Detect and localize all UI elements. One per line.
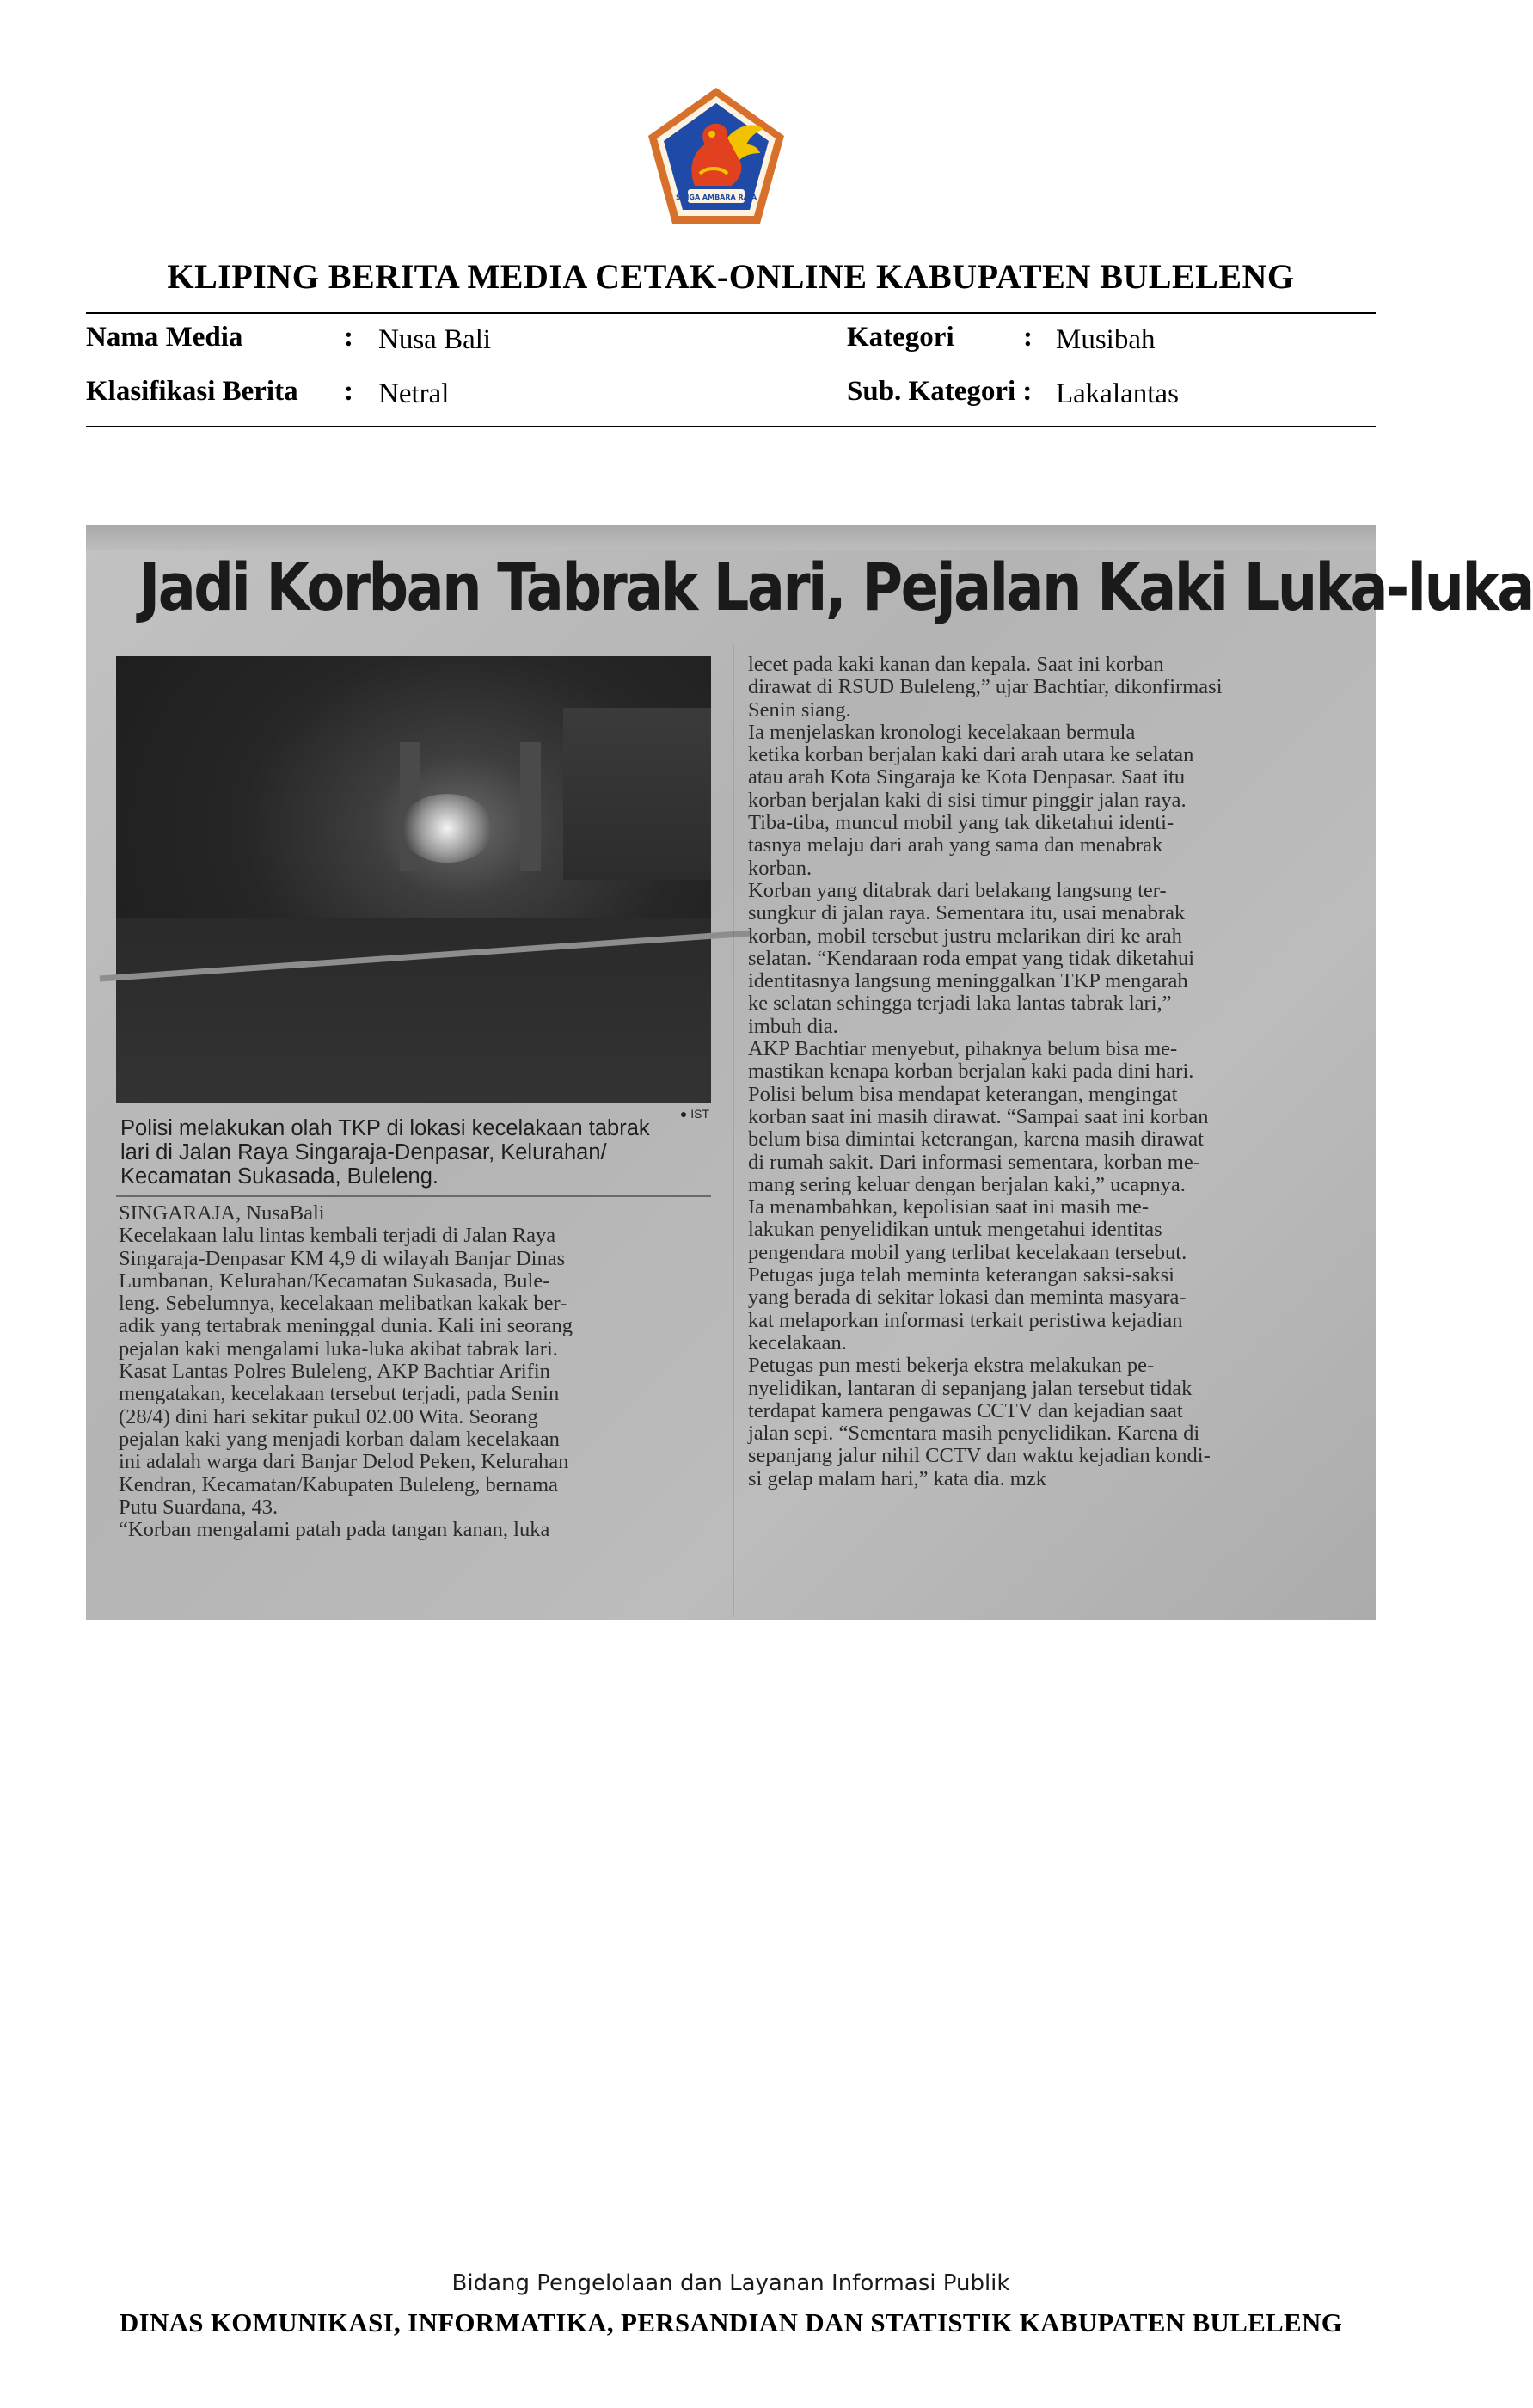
article-text-line: Ia menjelaskan kronologi kecelakaan bermula [748,720,1136,744]
article-text-line: Ia menambahkan, kepolisian saat ini masih me- [748,1195,1150,1219]
nama-media-separator: : [344,322,353,353]
kategori-separator: : [1023,322,1033,353]
article-text-line: leng. Sebelumnya, kecelakaan melibatkan kakak ber- [119,1292,567,1316]
article-text-line: lakukan penyelidikan untuk mengetahui identitas [748,1218,1162,1242]
article-right-column [748,654,1350,1490]
article-photo [116,656,711,1121]
article-text-line: “Korban mengalami patah pada tangan kanan, luka [119,1518,550,1542]
sub-kategori-value: Lakalantas [1056,378,1179,409]
article-text-line: SINGARAJA, NusaBali [119,1201,325,1225]
article-text-line: dirawat di RSUD Buleleng,” ujar Bachtiar, dikonfirmasi [748,675,1223,699]
article-text-line: sungkur di jalan raya. Sementara itu, usai menabrak [748,901,1186,925]
news-clipping [86,525,1533,1620]
footer-department: Bidang Pengelolaan dan Layanan Informasi Publik [451,2270,1010,2296]
article-text-line: ke selatan sehingga terjadi laka lantas tabrak lari,” [748,992,1172,1016]
photo-pillar [520,742,541,871]
article-text-line: ini adalah warga dari Banjar Delod Peken, Kelurahan [119,1450,569,1474]
article-text-line: korban. [748,856,812,880]
article-text-line: lecet pada kaki kanan dan kepala. Saat ini korban [748,653,1164,676]
nama-media-label: Nama Media [86,322,243,353]
article-text-line: Petugas juga telah meminta keterangan saksi-saksi [748,1263,1174,1287]
article-text-line: pengendara mobil yang terlibat kecelakaan tersebut. [748,1240,1187,1264]
article-text-line: imbuh dia. [748,1014,838,1038]
klasifikasi-separator: : [344,376,353,407]
article-text-line: pejalan kaki mengalami luka-luka akibat tabrak lari. [119,1336,558,1361]
article-text-line: identitasnya langsung meninggalkan TKP mengarah [748,969,1188,993]
article-text-line: nyelidikan, lantaran di sepanjang jalan tersebut tidak [748,1376,1193,1400]
nama-media-value: Nusa Bali [378,324,492,355]
klasifikasi-label: Klasifikasi Berita [86,376,298,407]
article-text-line: jalan sepi. “Sementara masih penyelidikan. Karena di [748,1422,1200,1446]
article-text-line: yang berada di sekitar lokasi dan meminta masyara- [748,1286,1187,1310]
article-text-line: Petugas pun mesti bekerja ekstra melakukan pe- [748,1354,1155,1378]
article-text-line: Kasat Lantas Polres Buleleng, AKP Bachtiar Arifin [119,1360,550,1384]
article-left-column [119,1202,712,1541]
kategori-label: Kategori [847,322,954,353]
photo-credit: ● IST [679,1107,709,1121]
article-text-line: korban saat ini masih dirawat. “Sampai saat ini korban [748,1104,1209,1128]
column-gutter [733,645,734,1617]
article-text-line: tasnya melaju dari arah yang sama dan menabrak [748,833,1163,857]
article-text-line: (28/4) dini hari sekitar pukul 02.00 Wita. Seorang [119,1404,538,1428]
caption-line: lari di Jalan Raya Singaraja-Denpasar, Kelurahan/ [120,1140,607,1164]
caption-line: Polisi melakukan olah TKP di lokasi kecelakaan tabrak [120,1116,650,1140]
article-headline: Jadi Korban Tabrak Lari, Pejalan Kaki Luka-luka [139,549,1533,625]
singa-ambara-raja-logo [643,84,789,230]
article-text-line: Polisi belum bisa mendapat keterangan, mengingat [748,1082,1178,1106]
article-text-line: korban berjalan kaki di sisi timur pinggir jalan raya. [748,788,1187,812]
article-text-line: mang sering keluar dengan berjalan kaki,” ucapnya. [748,1172,1186,1196]
header-divider-bottom [86,426,1376,427]
header-divider-top [86,312,1376,314]
article-text-line: korban, mobil tersebut justru melarikan diri ke arah [748,924,1182,948]
klasifikasi-value: Netral [378,378,450,409]
article-text-line: mastikan kenapa korban berjalan kaki pada dini hari. [748,1060,1194,1084]
article-text-line: mengatakan, kecelakaan tersebut terjadi, pada Senin [119,1382,560,1406]
logo-text: SINGA AMBARA RAJA [675,194,757,201]
article-text-line: sepanjang jalur nihil CCTV dan waktu kejadian kondi- [748,1444,1211,1468]
article-text-line: Senin siang. [748,697,851,722]
article-text-line: Putu Suardana, 43. [119,1495,279,1519]
clipping-torn-edge [86,525,1376,550]
caption-line: Kecamatan Sukasada, Buleleng. [120,1164,438,1189]
article-text-line: Singaraja-Denpasar KM 4,9 di wilayah Banjar Dinas [119,1246,566,1270]
article-text-line: atau arah Kota Singaraja ke Kota Denpasar. Saat itu [748,765,1186,789]
footer-agency: DINAS KOMUNIKASI, INFORMATIKA, PERSANDIAN DAN STATISTIK KABUPATEN BULELENG [119,2307,1343,2337]
caption-divider [116,1195,711,1197]
photo-caption [120,1116,714,1189]
photo-building [563,708,711,880]
article-text-line: Tiba-tiba, muncul mobil yang tak diketahui identi- [748,811,1174,835]
kategori-value: Musibah [1056,324,1156,355]
article-text-line: si gelap malam hari,” kata dia. mzk [748,1466,1046,1490]
photo-light-glow [400,794,494,863]
article-text-line: pejalan kaki yang menjadi korban dalam kecelakaan [119,1427,560,1451]
article-text-line: Kecelakaan lalu lintas kembali terjadi di Jalan Raya [119,1224,556,1248]
article-text-line: Lumbanan, Kelurahan/Kecamatan Sukasada, Bule- [119,1268,550,1293]
emblem-icon [643,84,789,230]
sub-kategori-label: Sub. Kategori : [847,376,1033,407]
article-text-line: terdapat kamera pengawas CCTV dan kejadian saat [748,1398,1183,1422]
article-text-line: ketika korban berjalan kaki dari arah utara ke selatan [748,743,1194,767]
article-text-line: kat melaporkan informasi terkait peristiwa kejadian [748,1308,1183,1332]
article-text-line: Korban yang ditabrak dari belakang langsung ter- [748,878,1167,902]
article-text-line: AKP Bachtiar menyebut, pihaknya belum bisa me- [748,1037,1178,1061]
page-title: KLIPING BERITA MEDIA CETAK-ONLINE KABUPATEN BULELENG [167,257,1295,296]
article-text-line: adik yang tertabrak meninggal dunia. Kali ini seorang [119,1314,573,1338]
article-text-line: selatan. “Kendaraan roda empat yang tidak diketahui [748,946,1195,970]
photo-road [116,918,711,1103]
article-text-line: Kendran, Kecamatan/Kabupaten Buleleng, bernama [119,1472,558,1496]
article-text-line: kecelakaan. [748,1330,847,1354]
article-text-line: belum bisa dimintai keterangan, karena masih dirawat [748,1127,1204,1152]
article-text-line: di rumah sakit. Dari informasi sementara, korban me- [748,1150,1200,1174]
